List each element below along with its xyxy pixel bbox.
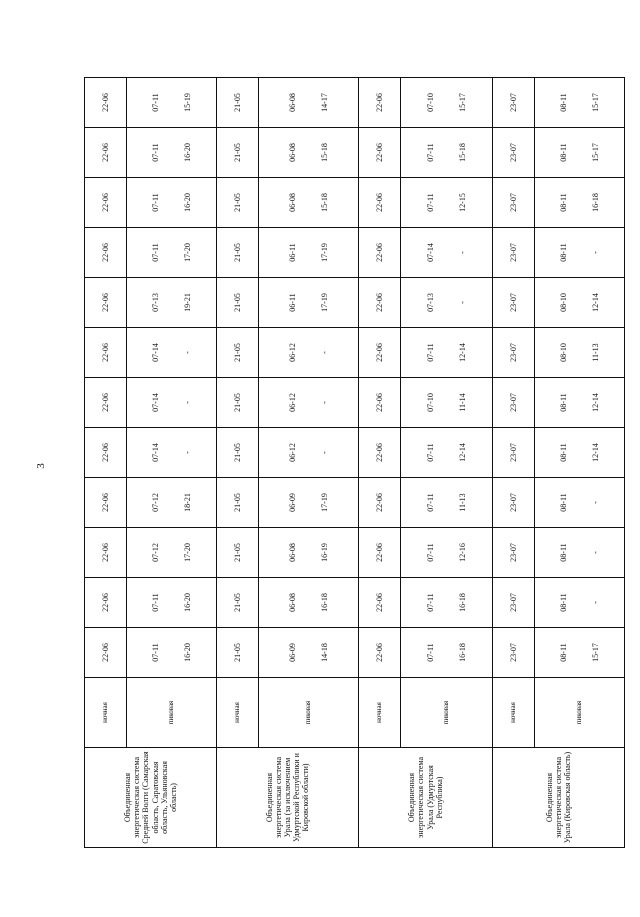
hours-cell: 21-05 [217, 628, 259, 678]
hours-cell: 22-06 [85, 278, 127, 328]
hours-cell: 06-12 - [259, 428, 359, 478]
table-row [259, 78, 359, 848]
hours-cell: 22-06 [85, 428, 127, 478]
rotated-table-container [84, 78, 624, 848]
hours-cell: 08-10 11-13 [535, 328, 625, 378]
hours-cell: 23-07 [493, 178, 535, 228]
energy-system-cell: Объединенная энергетическая система Урала (за исключением Удмуртской Республики и Кировской области) [217, 748, 359, 848]
hours-cell: 07-14 - [401, 228, 493, 278]
hours-cell: 07-11 11-13 [401, 478, 493, 528]
hours-cell: 21-05 [217, 478, 259, 528]
hours-cell: 23-07 [493, 378, 535, 428]
hours-cell: 23-07 [493, 578, 535, 628]
table-row [535, 78, 625, 848]
hours-cell: 08-11 12-14 [535, 428, 625, 478]
hours-cell: 22-06 [85, 378, 127, 428]
hours-cell: 08-10 12-14 [535, 278, 625, 328]
hours-cell: 06-09 17-19 [259, 478, 359, 528]
hours-cell: 07-11 16-20 [127, 628, 217, 678]
hours-cell: 21-05 [217, 278, 259, 328]
hours-cell: 07-10 15-17 [401, 78, 493, 128]
hours-cell: 21-05 [217, 578, 259, 628]
hours-cell: 23-07 [493, 528, 535, 578]
table-row [217, 78, 259, 848]
hours-cell: 07-12 17-20 [127, 528, 217, 578]
table-row [359, 78, 401, 848]
hours-cell: 06-11 17-19 [259, 278, 359, 328]
hours-cell: 07-11 16-20 [127, 128, 217, 178]
hours-cell: 07-11 12-15 [401, 178, 493, 228]
hours-cell: 07-14 - [127, 378, 217, 428]
hours-cell: 07-13 19-21 [127, 278, 217, 328]
hours-cell: 06-08 14-17 [259, 78, 359, 128]
hours-cell: 21-05 [217, 428, 259, 478]
table-row [401, 78, 493, 848]
hours-cell: 06-12 - [259, 328, 359, 378]
hours-cell: 22-06 [85, 628, 127, 678]
hours-cell: 06-08 15-18 [259, 128, 359, 178]
hours-cell: 21-05 [217, 378, 259, 428]
hours-cell: 23-07 [493, 428, 535, 478]
hours-cell: 22-06 [85, 578, 127, 628]
zone-cell: пиковая [401, 678, 493, 748]
hours-cell: 23-07 [493, 228, 535, 278]
hours-cell: 08-11 - [535, 478, 625, 528]
hours-cell: 07-14 - [127, 328, 217, 378]
hours-cell: 23-07 [493, 78, 535, 128]
hours-cell: 22-06 [359, 128, 401, 178]
hours-cell: 08-11 - [535, 228, 625, 278]
hours-cell: 08-11 16-18 [535, 178, 625, 228]
hours-cell: 22-06 [85, 78, 127, 128]
zone-cell: ночная [217, 678, 259, 748]
hours-cell: 07-11 12-14 [401, 328, 493, 378]
hours-cell: 08-11 15-17 [535, 628, 625, 678]
zone-cell: пиковая [259, 678, 359, 748]
hours-cell: 08-11 15-17 [535, 78, 625, 128]
table-row [127, 78, 217, 848]
hours-cell: 07-11 16-20 [127, 178, 217, 228]
hours-cell: 22-06 [85, 128, 127, 178]
hours-cell: 08-11 - [535, 528, 625, 578]
tariff-zone-schedule-table [84, 77, 625, 848]
hours-cell: 21-05 [217, 128, 259, 178]
hours-cell: 22-06 [359, 628, 401, 678]
hours-cell: 06-12 - [259, 378, 359, 428]
hours-cell: 22-06 [359, 478, 401, 528]
hours-cell: 22-06 [359, 78, 401, 128]
hours-cell: 22-06 [359, 578, 401, 628]
table-row [85, 78, 127, 848]
hours-cell: 06-08 16-18 [259, 578, 359, 628]
hours-cell: 22-06 [359, 178, 401, 228]
hours-cell: 07-14 - [127, 428, 217, 478]
hours-cell: 07-11 16-18 [401, 578, 493, 628]
hours-cell: 07-11 16-18 [401, 628, 493, 678]
zone-cell: ночная [85, 678, 127, 748]
hours-cell: 21-05 [217, 228, 259, 278]
hours-cell: 08-11 12-14 [535, 378, 625, 428]
hours-cell: 22-06 [85, 478, 127, 528]
hours-cell: 23-07 [493, 628, 535, 678]
hours-cell: 22-06 [85, 328, 127, 378]
zone-cell: пиковая [127, 678, 217, 748]
hours-cell: 21-05 [217, 328, 259, 378]
hours-cell: 07-13 - [401, 278, 493, 328]
hours-cell: 23-07 [493, 128, 535, 178]
hours-cell: 06-09 14-18 [259, 628, 359, 678]
hours-cell: 22-06 [85, 178, 127, 228]
hours-cell: 23-07 [493, 278, 535, 328]
table-row [493, 78, 535, 848]
hours-cell: 22-06 [85, 228, 127, 278]
zone-cell: пиковая [535, 678, 625, 748]
hours-cell: 22-06 [359, 428, 401, 478]
hours-cell: 07-10 11-14 [401, 378, 493, 428]
hours-cell: 22-06 [359, 278, 401, 328]
hours-cell: 06-11 17-19 [259, 228, 359, 278]
hours-cell: 21-05 [217, 78, 259, 128]
zone-cell: ночная [493, 678, 535, 748]
hours-cell: 21-05 [217, 178, 259, 228]
hours-cell: 22-06 [359, 528, 401, 578]
energy-system-cell: Объединенная энергетическая система Урала (Удмуртская Республика) [359, 748, 493, 848]
hours-cell: 06-08 15-18 [259, 178, 359, 228]
hours-cell: 23-07 [493, 478, 535, 528]
zone-cell: ночная [359, 678, 401, 748]
hours-cell: 22-06 [85, 528, 127, 578]
hours-cell: 07-11 16-20 [127, 578, 217, 628]
hours-cell: 07-12 18-21 [127, 478, 217, 528]
hours-cell: 22-06 [359, 328, 401, 378]
hours-cell: 07-11 15-18 [401, 128, 493, 178]
hours-cell: 21-05 [217, 528, 259, 578]
hours-cell: 07-11 15-19 [127, 78, 217, 128]
hours-cell: 07-11 17-20 [127, 228, 217, 278]
hours-cell: 23-07 [493, 328, 535, 378]
page-number: 3 [34, 463, 47, 469]
hours-cell: 07-11 12-14 [401, 428, 493, 478]
hours-cell: 07-11 12-16 [401, 528, 493, 578]
energy-system-cell: Объединенная энергетическая система Средней Волги (Самарская область, Саратовская область, Ульяновская область) [85, 748, 217, 848]
hours-cell: 22-06 [359, 228, 401, 278]
hours-cell: 22-06 [359, 378, 401, 428]
hours-cell: 08-11 - [535, 578, 625, 628]
hours-cell: 08-11 15-17 [535, 128, 625, 178]
energy-system-cell: Объединенная энергетическая система Урала (Кировская область) [493, 748, 625, 848]
hours-cell: 06-08 16-19 [259, 528, 359, 578]
